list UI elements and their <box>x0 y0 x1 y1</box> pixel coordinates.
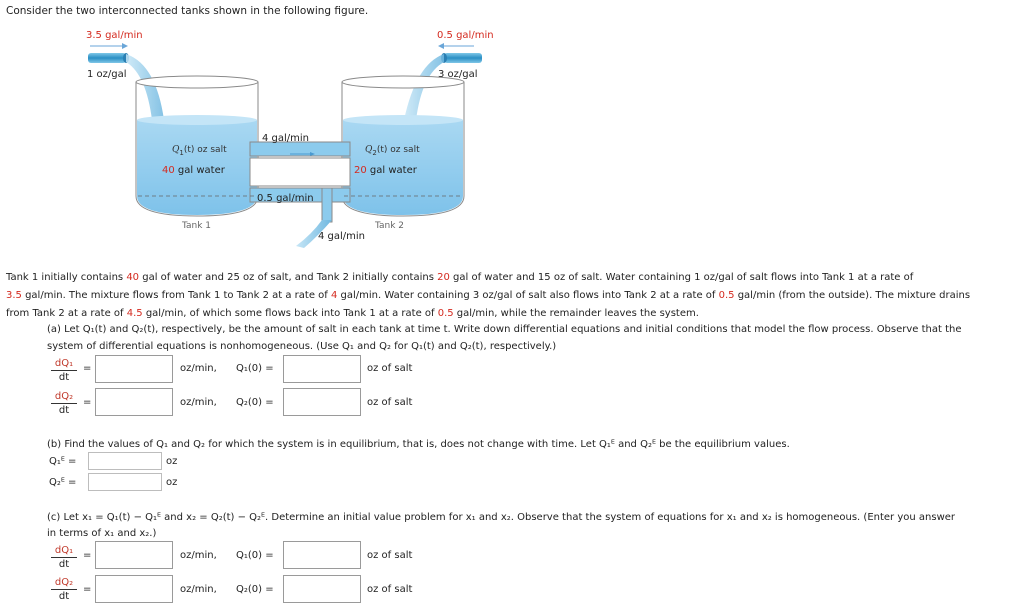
inflow2-rate: 0.5 gal/min <box>437 30 494 41</box>
pipe-bottom-rate: 0.5 gal/min <box>257 193 314 204</box>
connecting-pipes <box>250 142 350 222</box>
intro-text: Consider the two interconnected tanks shown in the following figure. <box>6 5 369 17</box>
part-b-q1e-label: Q₁ᴱ = <box>49 456 77 467</box>
part-a-salt-unit-2: oz of salt <box>367 397 413 408</box>
part-a-derivative-2: $\frac{\text{dQ₂}}{dt}$ <box>51 391 77 416</box>
problem-description <box>6 269 1016 323</box>
part-b-unit-1: oz <box>166 456 178 467</box>
part-a-eq-2: = <box>83 397 92 408</box>
part-c-derivative-1: $\frac{\text{dQ₁}}{dt}$ <box>51 545 77 570</box>
part-a-init1-label: Q₁(0) = <box>236 363 274 374</box>
part-a-salt-unit-1: oz of salt <box>367 363 413 374</box>
part-c-dq1-input[interactable] <box>95 541 173 569</box>
part-c-salt-unit-2: oz of salt <box>367 584 413 595</box>
part-c-text-1: (c) Let x₁ = Q₁(t) − Q₁ᴱ and x₂ = Q₂(t) − Q₂ᴱ. Determine an initial value problem for x₁ and x₂. Observe that the system of equations for x₁ and x₂ is homogeneous. (Enter you answer <box>47 512 956 523</box>
part-a-dq2-input[interactable] <box>95 388 173 416</box>
part-a-derivative-1: $\frac{\text{dQ₁}}{dt}$ <box>51 358 77 383</box>
part-c-init1-label: Q₁(0) = <box>236 550 274 561</box>
inflow1-pipe <box>88 53 126 63</box>
tank1-salt-label: $Q_1(t)$ oz salt <box>172 145 227 157</box>
part-c-init2-label: Q₂(0) = <box>236 584 274 595</box>
part-b-q2e-label: Q₂ᴱ = <box>49 477 77 488</box>
part-c-eq-1: = <box>83 550 92 561</box>
tank1-water-label: 40 gal water <box>162 165 225 176</box>
inflow2-arrow <box>438 43 474 49</box>
part-b-unit-2: oz <box>166 477 178 488</box>
part-c-q2-initial-input[interactable] <box>283 575 361 603</box>
inflow1-rate: 3.5 gal/min <box>86 30 143 41</box>
part-c-rate-unit-2: oz/min, <box>180 584 217 595</box>
inflow2-pipe <box>444 53 482 63</box>
part-b-q1e-input[interactable] <box>88 452 162 470</box>
part-a-dq1-input[interactable] <box>95 355 173 383</box>
tank2-water-label: 20 gal water <box>354 165 417 176</box>
description-line-2: 3.5 gal/min. The mixture flows from Tank 1 to Tank 2 at a rate of 4 gal/min. Water containing 3 oz/gal of salt also flows into Tank 2 at a rate of 0.5 gal/min (from the outside). The mixture drains <box>6 290 971 301</box>
part-c-dq2-input[interactable] <box>95 575 173 603</box>
part-a-init2-label: Q₂(0) = <box>236 397 274 408</box>
part-a-q1-initial-input[interactable] <box>283 355 361 383</box>
part-c-rate-unit-1: oz/min, <box>180 550 217 561</box>
tank2-label: Tank 2 <box>375 221 405 231</box>
drain-rate: 4 gal/min <box>318 231 366 242</box>
description-line-1: Tank 1 initially contains 40 gal of water and 25 oz of salt, and Tank 2 initially contains 20 gal of water and 15 oz of salt. Water containing 1 oz/gal of salt flows into Tank 1 at a rate of <box>6 272 914 283</box>
part-a-q2-initial-input[interactable] <box>283 388 361 416</box>
pipe-top-rate: 4 gal/min <box>262 133 310 144</box>
part-a-rate-unit-2: oz/min, <box>180 397 217 408</box>
part-a-text-2: system of differential equations is nonhomogeneous. (Use Q₁ and Q₂ for Q₁(t) and Q₂(t), respectively.) <box>47 341 557 352</box>
tank1-label: Tank 1 <box>182 221 212 231</box>
part-a-eq-1: = <box>83 363 92 374</box>
part-b-text: (b) Find the values of Q₁ and Q₂ for which the system is in equilibrium, that is, does not change with time. Let Q₁ᴱ and Q₂ᴱ be the equilibrium values. <box>47 439 790 450</box>
part-c-eq-2: = <box>83 584 92 595</box>
inflow1-arrow <box>90 43 128 49</box>
part-a-rate-unit-1: oz/min, <box>180 363 217 374</box>
inflow1-concentration: 1 oz/gal <box>87 69 127 80</box>
part-c-salt-unit-1: oz of salt <box>367 550 413 561</box>
description-line-3: from Tank 2 at a rate of 4.5 gal/min, of which some flows back into Tank 1 at a rate of 0.5 gal/min, while the remainder leaves the system. <box>6 308 699 319</box>
part-c-q1-initial-input[interactable] <box>283 541 361 569</box>
part-c-derivative-2: $\frac{\text{dQ₂}}{dt}$ <box>51 577 77 602</box>
part-c-text-2: in terms of x₁ and x₂.) <box>47 528 157 539</box>
inflow2-concentration: 3 oz/gal <box>438 69 478 80</box>
tank2-salt-label: $Q_2(t)$ oz salt <box>365 145 420 157</box>
part-b-q2e-input[interactable] <box>88 473 162 491</box>
part-a-text-1: (a) Let Q₁(t) and Q₂(t), respectively, be the amount of salt in each tank at time t. Write down differential equations and initial conditions that model the flow process. Observe that the <box>47 324 962 335</box>
